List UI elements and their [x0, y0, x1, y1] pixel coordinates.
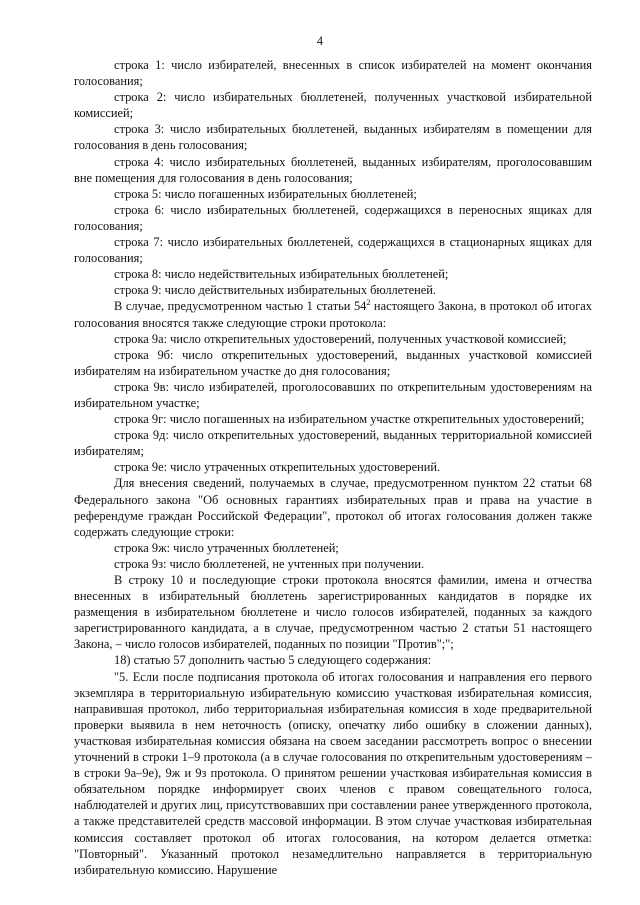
paragraph-text: В случае, предусмотренном частью 1 статьи 54 — [114, 299, 367, 314]
paragraph-article-54-2 — [74, 298, 592, 330]
paragraph-line-3: строка 3: число избирательных бюллетеней, выданных избирателям в помещении для голосования в день голосования; — [74, 122, 592, 153]
paragraph-line-5: строка 5: число погашенных избирательных бюллетеней; — [114, 186, 417, 201]
paragraph-item-18: 18) статью 57 дополнить частью 5 следующего содержания: — [114, 653, 432, 668]
document-body — [74, 57, 592, 878]
paragraph-line-1: строка 1: число избирателей, внесенных в список избирателей на момент окончания голосования; — [74, 58, 592, 89]
paragraph-line-9: строка 9: число действительных избирательных бюллетеней. — [114, 283, 437, 298]
superscript: 2 — [366, 298, 371, 308]
paragraph-line-8: строка 8: число недействительных избирательных бюллетеней; — [114, 267, 449, 282]
paragraph-line-9e: строка 9е: число утраченных открепительных удостоверений. — [114, 460, 441, 475]
paragraph-part-5: "5. Если после подписания протокола об итогах голосования и направления его первого экземпляра в территориальную избирательную комиссию участковая избирательная комиссия, направившая протокол, либо территориальная избирательная комиссия в ходе предварительной проверки выявила в нем неточность (описку, опечатку либо ошибку в сложении данных), участковая избирательная комиссия обязана на своем заседании рассмотреть вопрос о внесении уточнений в строки 1–9 протокола (а в случае голосования по открепительным удостоверениям – в строки 9а–9е), 9ж и 9з протокола. О принятом решении участковая избирательная комиссия в обязательном порядке информирует своих членов с правом совещательного голоса, наблюдателей и других лиц, присутствовавших при составлении ранее утвержденного протокола, а также представителей средств массовой информации. В этом случае участковая избирательная комиссия составляет протокол об итогах голосования, на котором делается отметка: "Повторный". Указанный протокол незамедлительно направляется в территориальную избирательную комиссию. Нарушение — [74, 669, 592, 877]
paragraph-line-9b: строка 9б: число открепительных удостоверений, выданных участковой комиссией избирателям на избирательном участке до дня голосования; — [74, 347, 592, 378]
page-number: 4 — [316, 34, 324, 48]
paragraph-line-6: строка 6: число избирательных бюллетеней, содержащихся в переносных ящиках для голосования; — [74, 202, 592, 233]
paragraph-text: настоящего Закона, в протокол об итогах голосования вносятся также следующие строки протокола: — [74, 299, 592, 330]
paragraph-line-2: строка 2: число избирательных бюллетеней, полученных участковой избирательной комиссией; — [74, 90, 592, 121]
paragraph-line-9g: строка 9г: число погашенных на избирательном участке открепительных удостоверений; — [114, 412, 585, 427]
paragraph-line-9a: строка 9а: число открепительных удостоверений, полученных участковой комиссией; — [114, 331, 567, 346]
paragraph-line-7: строка 7: число избирательных бюллетеней, содержащихся в стационарных ящиках для голосования; — [74, 235, 592, 266]
paragraph-line-4: строка 4: число избирательных бюллетеней, выданных избирателям, проголосовавшим вне помещения для голосования в день голосования; — [74, 154, 592, 185]
paragraph-line-9z: строка 9з: число бюллетеней, не учтенных при получении. — [114, 556, 425, 571]
paragraph-line-9v: строка 9в: число избирателей, проголосовавших по открепительным удостоверениям на избирательном участке; — [74, 379, 592, 410]
paragraph-federal-law: Для внесения сведений, получаемых в случае, предусмотренном пунктом 22 статьи 68 Федерального закона "Об основных гарантиях избирательных прав и права на участие в референдуме граждан Российской Федерации", протокол об итогах голосования должен также содержать следующие строки: — [74, 476, 592, 539]
paragraph-line-9d: строка 9д: число открепительных удостоверений, выданных территориальной комиссией избирателям; — [74, 428, 592, 459]
paragraph-line-9zh: строка 9ж: число утраченных бюллетеней; — [114, 540, 339, 555]
paragraph-line-10: В строку 10 и последующие строки протокола вносятся фамилии, имена и отчества внесенных в избирательный бюллетень зарегистрированных кандидатов в порядке их размещения в избирательном бюллетене и число голосов избирателей, поданных за каждого зарегистрированного кандидата, а в случае, предусмотренном частью 2 статьи 51 настоящего Закона, – число голосов избирателей, поданных по позиции "Против";"; — [74, 573, 592, 652]
